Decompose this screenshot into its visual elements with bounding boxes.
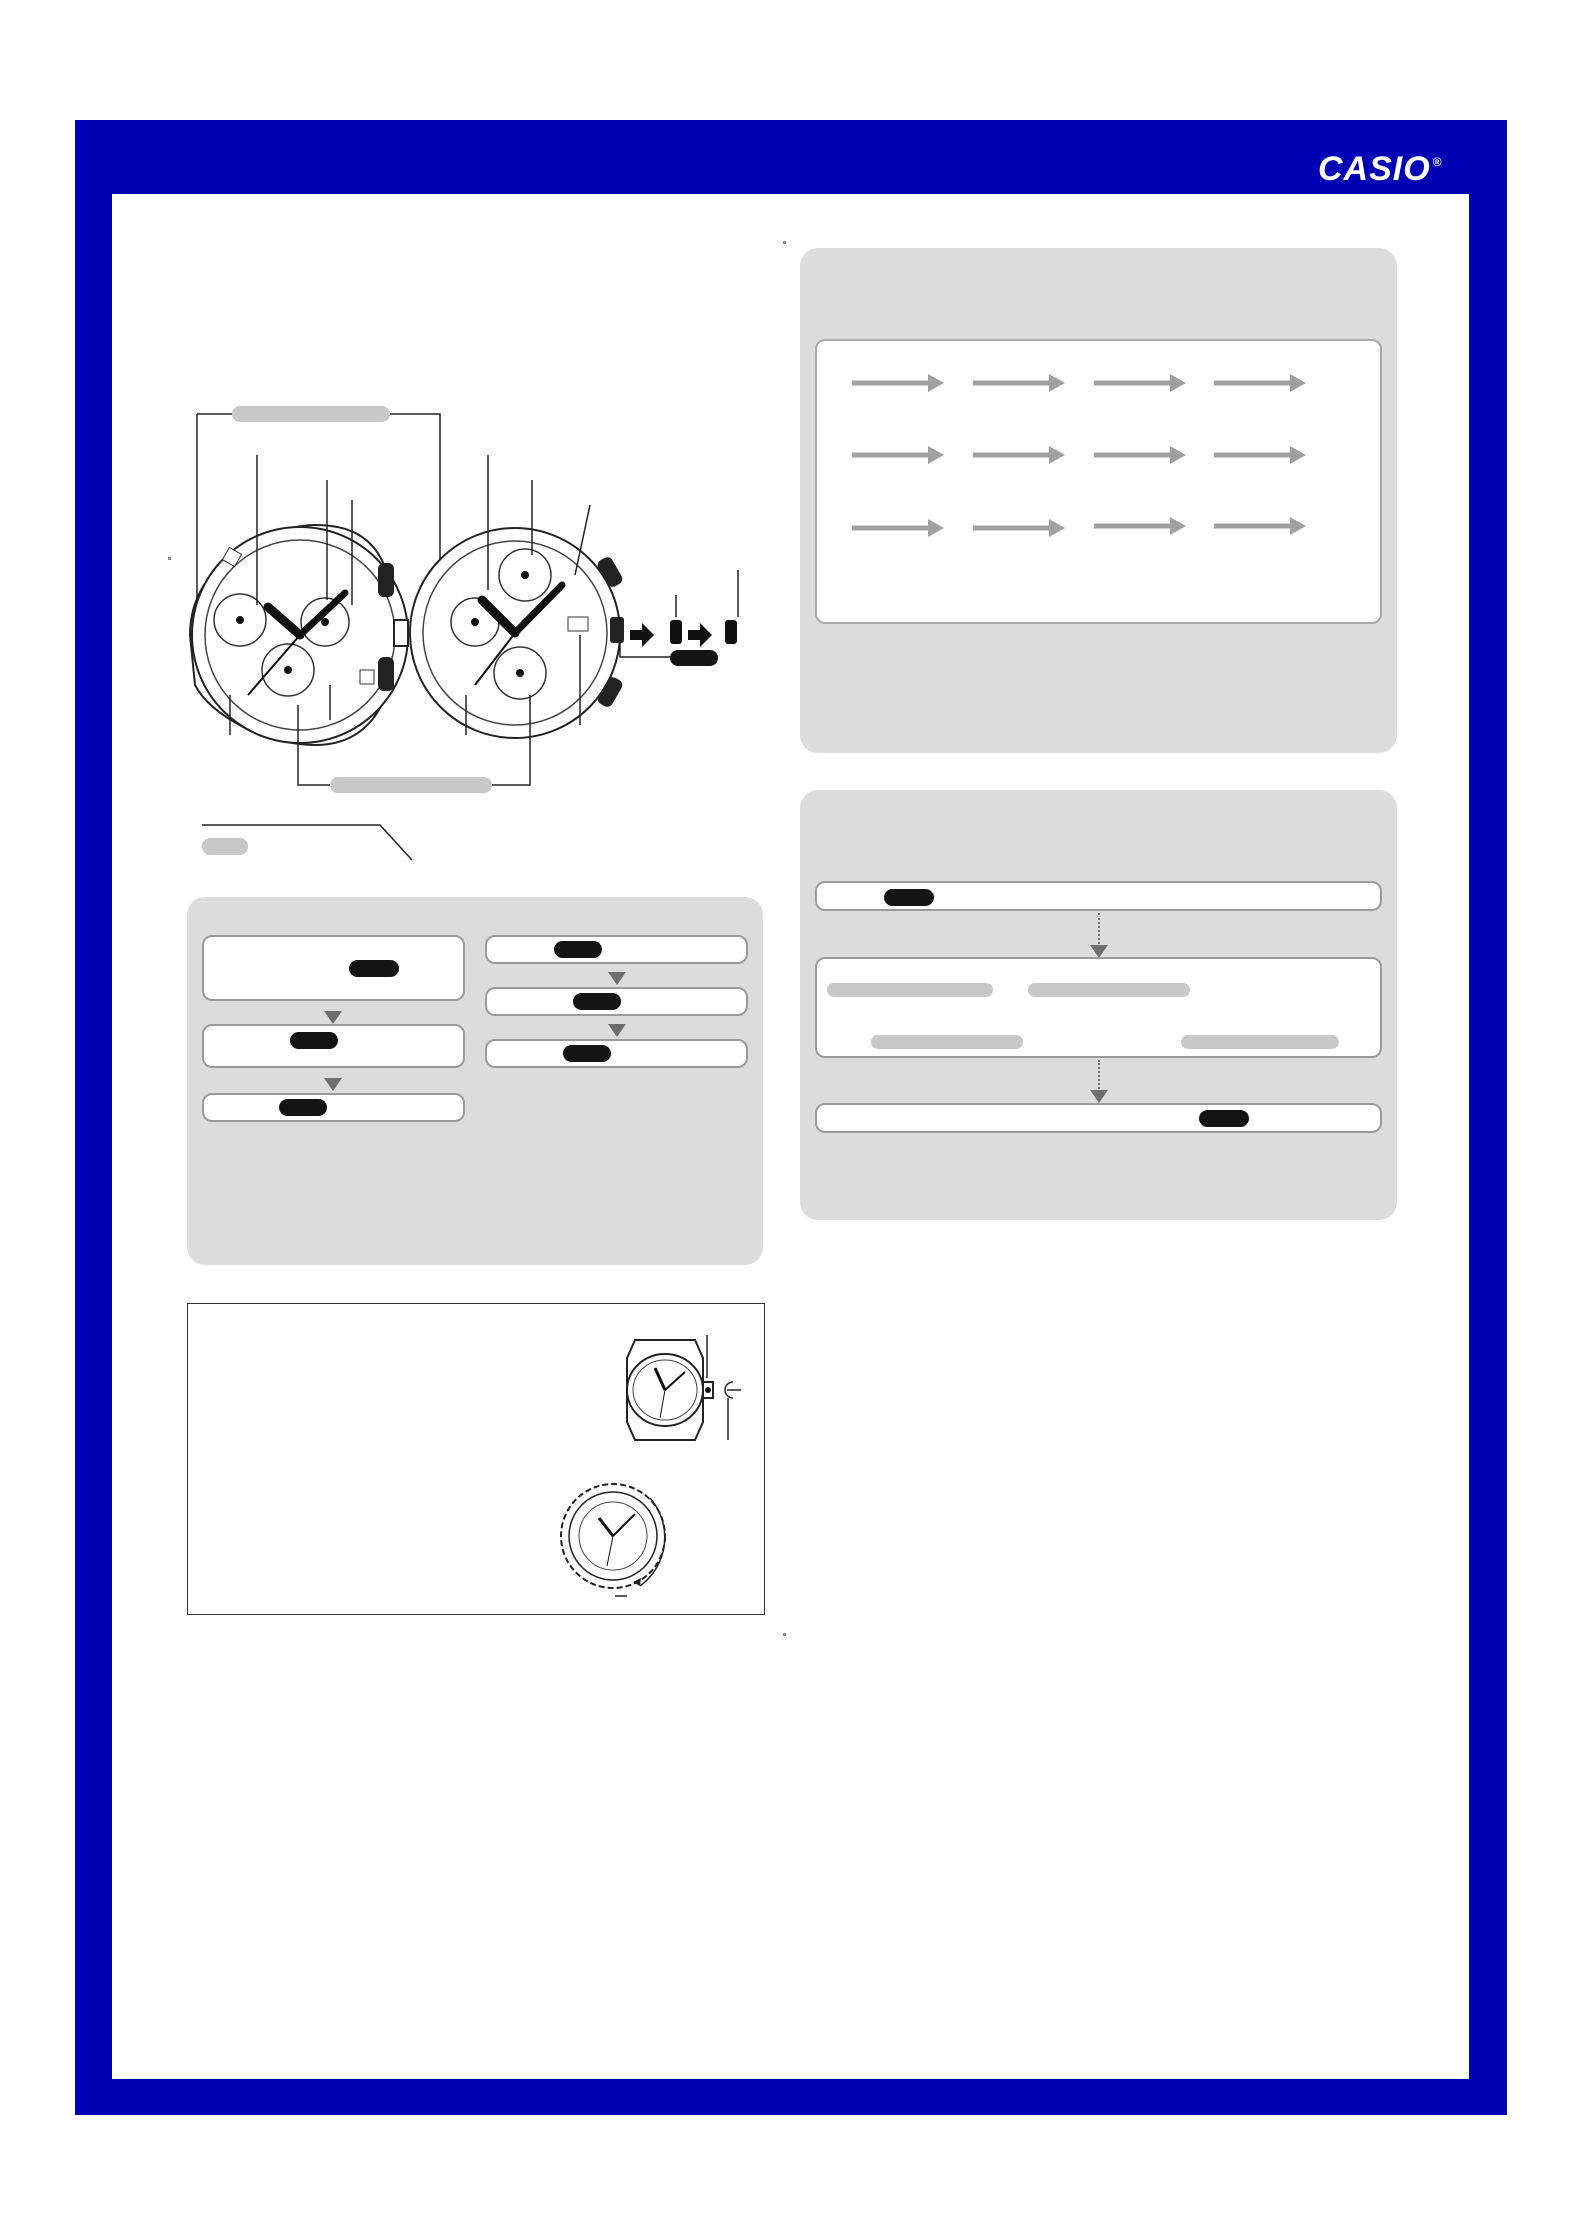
flow-arrow bbox=[608, 972, 626, 985]
logo-text: CASIO bbox=[1318, 150, 1431, 188]
flow-arrow bbox=[1090, 1090, 1108, 1103]
flow-box-4 bbox=[485, 935, 748, 964]
bezel-watch-icon bbox=[555, 1478, 685, 1603]
label-bar bbox=[871, 1035, 1023, 1049]
right-watch-icon bbox=[410, 528, 624, 738]
button-pill bbox=[279, 1099, 327, 1116]
top-label-bar bbox=[232, 406, 390, 422]
flow-arrow bbox=[324, 1011, 342, 1024]
button-pill bbox=[884, 889, 934, 906]
crown-positions-icon bbox=[620, 570, 738, 666]
flow-arrow bbox=[324, 1078, 342, 1091]
label-bar bbox=[1181, 1035, 1339, 1049]
procedure-step-3 bbox=[815, 1103, 1382, 1133]
flow-box-6 bbox=[485, 1039, 748, 1068]
flow-arrow bbox=[608, 1024, 626, 1037]
watch-face-diagram bbox=[170, 395, 770, 865]
left-watch-icon bbox=[190, 525, 408, 745]
small-watch-icon bbox=[615, 1330, 745, 1450]
sequence-arrows bbox=[840, 360, 1320, 540]
flow-box-1 bbox=[202, 935, 465, 1001]
flow-box-3 bbox=[202, 1093, 465, 1122]
label-bar bbox=[1028, 983, 1190, 997]
button-pill bbox=[563, 1045, 611, 1062]
margin-mark bbox=[783, 241, 786, 244]
button-pill bbox=[290, 1032, 338, 1049]
flow-connector bbox=[1098, 1060, 1100, 1093]
flow-connector bbox=[1098, 913, 1100, 948]
button-pill bbox=[554, 941, 602, 958]
button-pill bbox=[349, 960, 399, 977]
registered-mark: ® bbox=[1432, 154, 1443, 169]
note-callout bbox=[200, 815, 420, 865]
casio-logo bbox=[1318, 150, 1443, 189]
label-bar bbox=[827, 983, 993, 997]
margin-mark bbox=[783, 1633, 786, 1636]
button-pill bbox=[1199, 1110, 1249, 1127]
button-pill bbox=[573, 993, 621, 1010]
bottom-label-bar bbox=[330, 777, 492, 793]
